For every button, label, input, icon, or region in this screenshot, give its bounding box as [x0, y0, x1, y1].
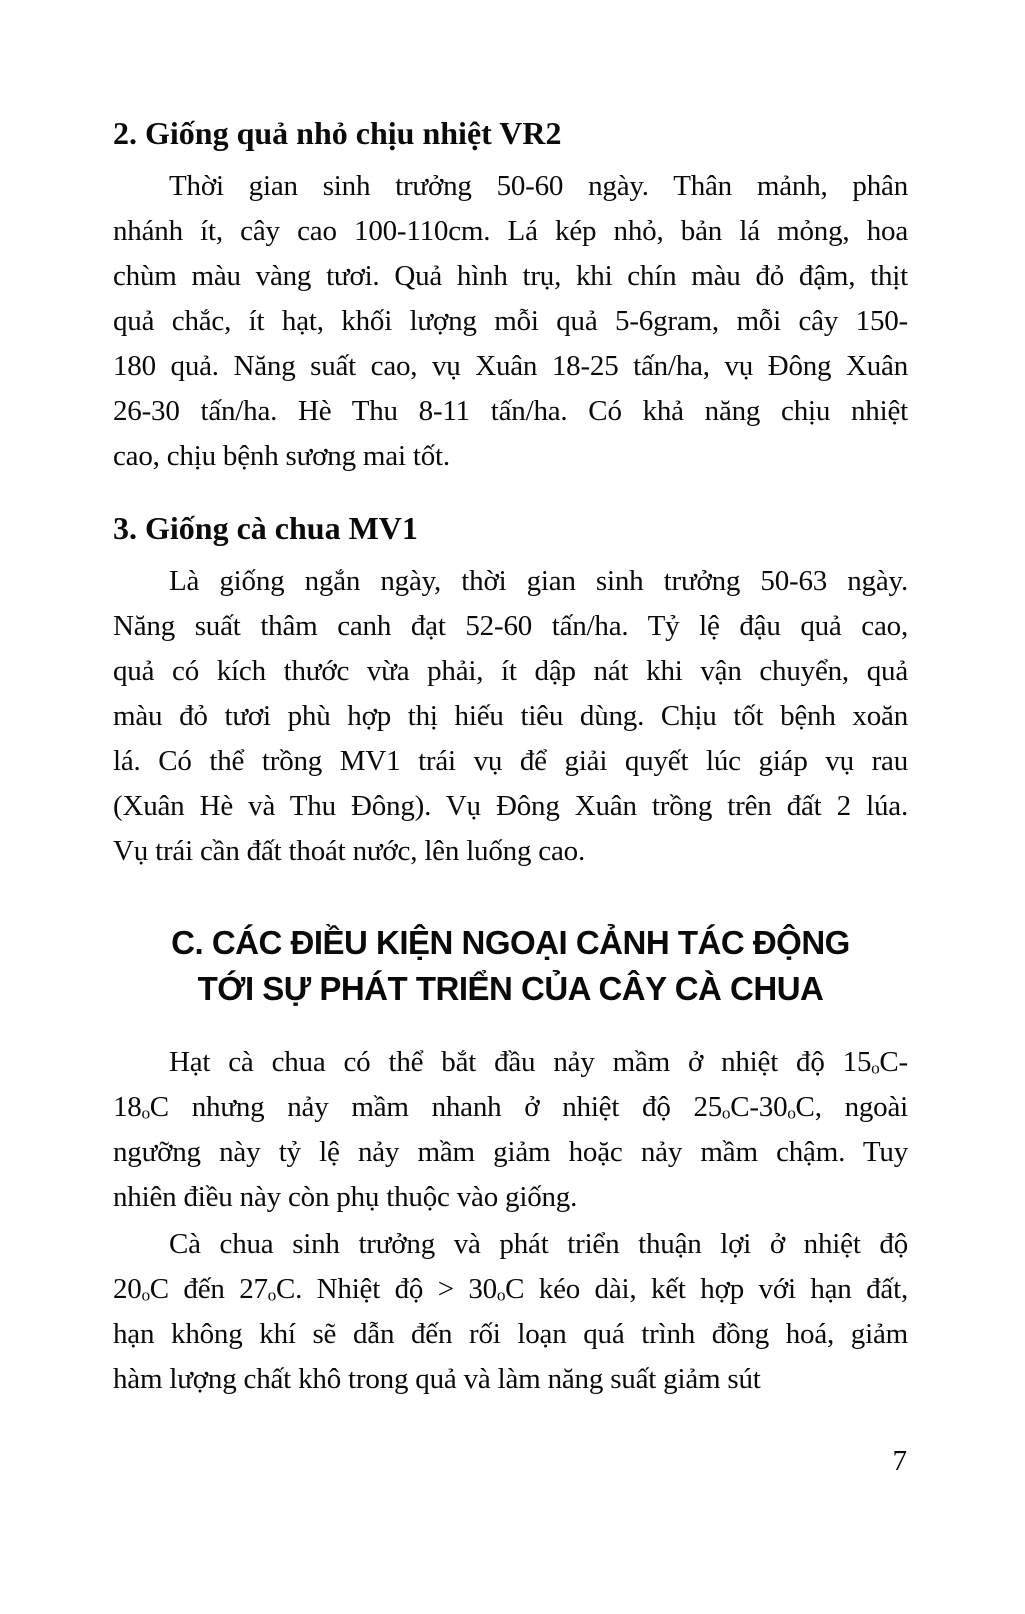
paragraph-growth-temperature	[113, 1222, 908, 1402]
text-line: quả chắc, ít hạt, khối lượng mỗi quả 5-6gram, mỗi cây 150-	[113, 305, 908, 337]
paragraph-mv1	[113, 559, 908, 874]
text-line: Là giống ngắn ngày, thời gian sinh trưởng 50-63 ngày.	[169, 565, 908, 597]
text-line: Hạt cà chua có thể bắt đầu nảy mầm ở nhiệt độ 15ₒC-	[169, 1046, 908, 1078]
text-line: màu đỏ tươi phù hợp thị hiếu tiêu dùng. Chịu tốt bệnh xoăn	[113, 700, 908, 732]
text-line: ngưỡng này tỷ lệ nảy mầm giảm hoặc nảy mầm chậm. Tuy	[113, 1136, 908, 1168]
section-heading-environment	[113, 920, 908, 1012]
text-line: nhiên điều này còn phụ thuộc vào giống.	[113, 1181, 578, 1213]
text-line: 20ₒC đến 27ₒC. Nhiệt độ > 30ₒC kéo dài, kết hợp với hạn đất,	[113, 1273, 908, 1305]
text-line: (Xuân Hè và Thu Đông). Vụ Đông Xuân trồng trên đất 2 lúa.	[113, 790, 908, 822]
paragraph-vr2	[113, 164, 908, 479]
text-line: nhánh ít, cây cao 100-110cm. Lá kép nhỏ, bản lá mỏng, hoa	[113, 215, 908, 247]
text-line: Vụ trái cần đất thoát nước, lên luống cao.	[113, 835, 585, 867]
text-line: lá. Có thể trồng MV1 trái vụ để giải quyết lúc giáp vụ rau	[113, 745, 908, 777]
text-line: Năng suất thâm canh đạt 52-60 tấn/ha. Tỷ lệ đậu quả cao,	[113, 610, 908, 642]
env-heading-line-2: TỚI SỰ PHÁT TRIỂN CỦA CÂY CÀ CHUA	[197, 970, 824, 1007]
paragraph-germination-temperature	[113, 1040, 908, 1220]
text-line: Thời gian sinh trưởng 50-60 ngày. Thân mảnh, phân	[169, 170, 908, 202]
text-line: Cà chua sinh trưởng và phát triển thuận lợi ở nhiệt độ	[169, 1228, 908, 1260]
section-heading-vr2: 2. Giống quả nhỏ chịu nhiệt VR2	[113, 115, 562, 151]
text-line: quả có kích thước vừa phải, ít dập nát khi vận chuyển, quả	[113, 655, 908, 687]
page-content	[113, 0, 908, 1402]
text-line: 18ₒC nhưng nảy mầm nhanh ở nhiệt độ 25ₒC-30ₒC, ngoài	[113, 1091, 908, 1123]
section-heading-mv1: 3. Giống cà chua MV1	[113, 510, 418, 546]
text-line: 26-30 tấn/ha. Hè Thu 8-11 tấn/ha. Có khả năng chịu nhiệt	[113, 395, 908, 427]
text-line: hạn không khí sẽ dẫn đến rối loạn quá trình đồng hoá, giảm	[113, 1318, 908, 1350]
text-line: hàm lượng chất khô trong quả và làm năng suất giảm sút	[113, 1363, 761, 1395]
text-line: chùm màu vàng tươi. Quả hình trụ, khi chín màu đỏ đậm, thịt	[113, 260, 908, 292]
text-line: cao, chịu bệnh sương mai tốt.	[113, 440, 450, 472]
env-heading-line-1: C. CÁC ĐIỀU KIỆN NGOẠI CẢNH TÁC ĐỘNG	[171, 924, 850, 961]
page-number: 7	[892, 1445, 907, 1477]
text-line: 180 quả. Năng suất cao, vụ Xuân 18-25 tấn/ha, vụ Đông Xuân	[113, 350, 908, 382]
